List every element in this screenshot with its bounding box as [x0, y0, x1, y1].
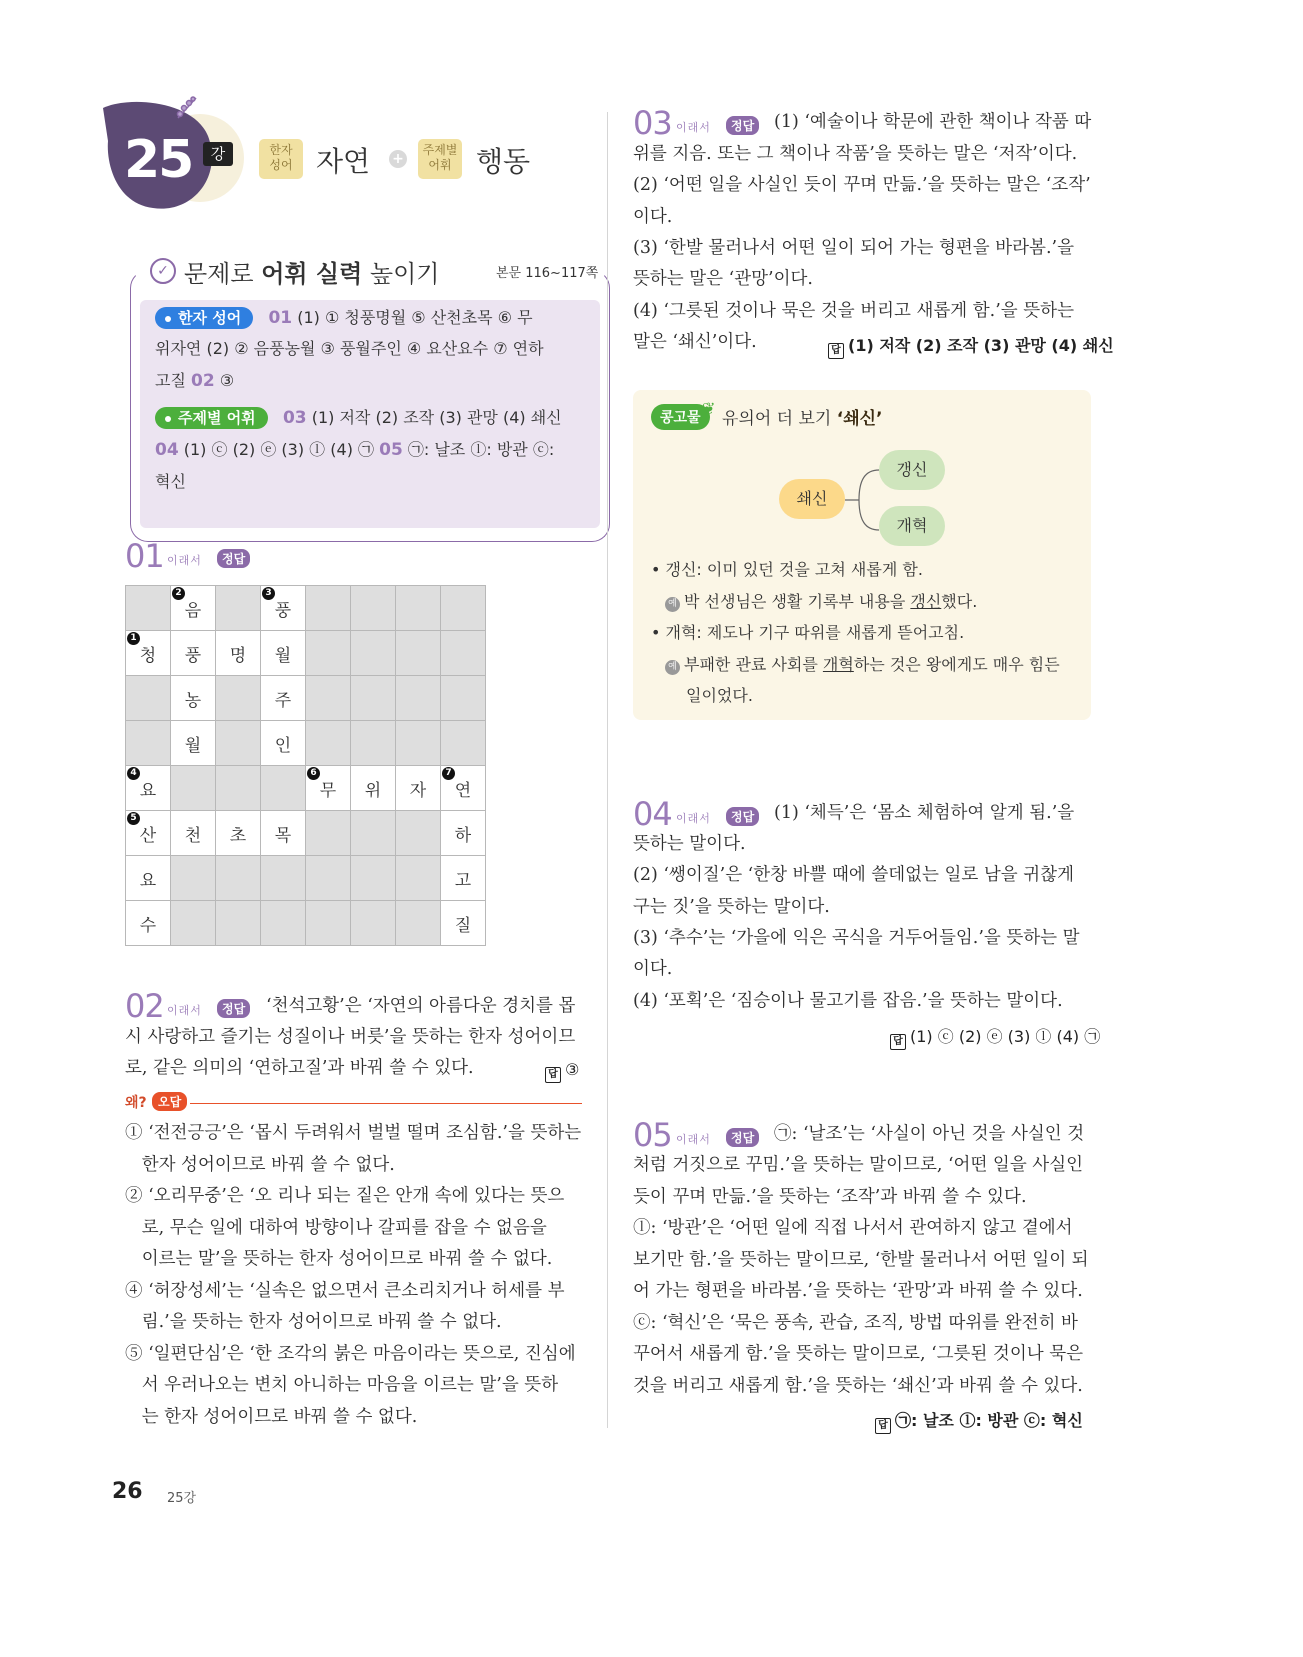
text-line: (4) ‘그릇된 것이나 묵은 것을 버리고 새롭게 함.’을 뜻하는 — [633, 300, 1074, 321]
crossword-cell-empty — [126, 721, 171, 766]
crossword-letter: 풍 — [274, 600, 292, 621]
crossword-cell-empty — [351, 586, 396, 631]
q05-number: 05 — [633, 1116, 672, 1154]
category-tag-topic: 주제별 어휘 — [418, 139, 462, 179]
crossword-cell-empty — [126, 676, 171, 721]
crossword-cell-empty — [396, 901, 441, 946]
text-line: 보기만 함.’을 뜻하는 말이므로, ‘한발 물러나서 어떤 일이 되 — [633, 1249, 1089, 1270]
summary-title: 문제로 어휘 실력 높이기 — [184, 254, 445, 289]
crossword-cell-empty — [216, 721, 261, 766]
answer-icon: 답 — [890, 1034, 906, 1050]
crossword-cell-empty — [441, 586, 486, 631]
crossword-cell-filled — [126, 856, 171, 901]
crossword-letter: 위 — [364, 780, 382, 801]
crossword-cell-filled — [171, 811, 216, 856]
crossword-cell-empty — [306, 586, 351, 631]
crossword-cell-filled — [306, 766, 351, 811]
synonym-example-2: 예 부패한 관료 사회를 개혁하는 것은 왕에게도 매우 힘든 — [665, 655, 1060, 675]
q02-answer-tag: 정답 — [217, 999, 250, 1018]
crossword-grid — [125, 585, 486, 946]
crossword-cell-filled — [126, 811, 171, 856]
answer-icon: 답 — [875, 1418, 891, 1434]
crossword-letter: 주 — [274, 690, 292, 711]
crossword-cell-filled — [441, 901, 486, 946]
crossword-cell-empty — [261, 856, 306, 901]
summary-line-2: 위자연 (2) ② 음풍농월 ③ 풍월주인 ④ 요산요수 ⑦ 연하 — [155, 339, 544, 358]
text-line: (3) ‘한발 물러나서 어떤 일이 되어 가는 형편을 바라봄.’을 — [633, 237, 1074, 258]
crossword-cell-filled — [261, 676, 306, 721]
crossword-cell-empty — [351, 856, 396, 901]
crossword-cell-empty — [306, 721, 351, 766]
text-line: 뜻하는 말은 ‘관망’이다. — [633, 269, 813, 290]
why-divider — [190, 1103, 582, 1104]
crossword-cell-filled — [171, 676, 216, 721]
leaf-icon: ❦ — [702, 399, 716, 418]
crossword-cell-empty — [396, 856, 441, 901]
q04-author: 이래서 — [676, 812, 711, 825]
crossword-cell-empty — [216, 766, 261, 811]
answer-icon: 답 — [545, 1067, 561, 1083]
text-line: 림.’을 뜻하는 한자 성어이므로 바꿔 쓸 수 없다. — [125, 1312, 502, 1332]
crossword-letter: 산 — [139, 825, 157, 846]
crossword-cell-filled — [261, 721, 306, 766]
lesson-number: 25 — [124, 130, 193, 190]
text-line: 이르는 말’을 뜻하는 한자 성어이므로 바꿔 쓸 수 없다. — [125, 1249, 553, 1269]
crossword-cell-filled — [261, 811, 306, 856]
q02-line-3: 로, 같은 의미의 ‘연하고질’과 바꿔 쓸 수 있다. — [125, 1058, 474, 1078]
synonym-def-2: • 개혁: 제도나 기구 따위를 새롭게 뜯어고침. — [651, 623, 965, 642]
crossword-cell-filled — [126, 631, 171, 676]
text-line: ⓒ: ‘혁신’은 ‘묵은 풍속, 관습, 조직, 방법 따위를 완전히 바 — [633, 1312, 1078, 1333]
crossword-cell-empty — [216, 856, 261, 901]
q02-answer: 답 ③ — [545, 1060, 579, 1083]
crossword-cell-empty — [171, 766, 216, 811]
clue-number: 5 — [127, 812, 140, 825]
category-word-nature: 자연 — [316, 145, 371, 178]
text-line: (2) ‘어떤 일을 사실인 듯이 꾸며 만듦.’을 뜻하는 말은 ‘조작’ — [633, 175, 1091, 196]
plus-icon: + — [389, 150, 407, 168]
crossword-cell-filled — [261, 586, 306, 631]
text-line: 꾸어서 새롭게 함.’을 뜻하는 말이므로, ‘그릇된 것이나 묵은 — [633, 1344, 1084, 1364]
text-line: 말은 ‘쇄신’이다. — [633, 331, 757, 352]
crossword-cell-filled — [441, 811, 486, 856]
text-line: 는 한자 성어이므로 바꿔 쓸 수 없다. — [125, 1406, 418, 1427]
text-line: ① ‘전전긍긍’은 ‘몹시 두려워서 벌벌 떨며 조심함.’을 뜻하는 — [125, 1123, 582, 1143]
crossword-cell-filled — [441, 766, 486, 811]
crossword-cell-empty — [306, 811, 351, 856]
text-line: (2) ‘쌩이질’은 ‘한창 바쁠 때에 쓸데없는 일로 남을 귀찮게 — [633, 865, 1074, 886]
clue-number: 7 — [442, 767, 455, 780]
text-line: ⓛ: ‘방관’은 ‘어떤 일에 직접 나서서 관여하지 않고 곁에서 — [633, 1218, 1073, 1238]
q02-line-2: 시 사랑하고 즐기는 성질이나 버릇’을 뜻하는 한자 성어이므 — [125, 1027, 576, 1047]
pill-hanja: 한자 성어 — [155, 307, 253, 329]
synonym-def-1: • 갱신: 이미 있던 것을 고쳐 새롭게 함. — [651, 560, 923, 579]
crossword-letter: 천 — [184, 825, 202, 846]
text-line: 듯이 꾸며 만듦.’을 뜻하는 ‘조작’과 바꿔 쓸 수 있다. — [633, 1186, 1027, 1207]
text-line: 이다. — [633, 206, 673, 227]
q04-number: 04 — [633, 795, 672, 833]
crossword-row — [126, 856, 486, 901]
clue-number: 4 — [127, 767, 140, 780]
q03-first-line: (1) ‘예술이나 학문에 관한 책이나 작품 따 — [774, 112, 1092, 132]
crossword-cell-filled — [171, 586, 216, 631]
crossword-cell-empty — [171, 856, 216, 901]
crossword-cell-empty — [351, 721, 396, 766]
crossword-cell-empty — [126, 586, 171, 631]
summary-line-6: 혁신 — [155, 472, 186, 491]
why-label: 왜? — [125, 1095, 147, 1111]
crossword-cell-empty — [396, 631, 441, 676]
crossword-cell-filled — [126, 766, 171, 811]
crossword-cell-empty — [351, 811, 396, 856]
crossword-cell-empty — [351, 631, 396, 676]
crossword-row — [126, 631, 486, 676]
text-line: ④ ‘허장성세’는 ‘실속은 없으면서 큰소리치거나 허세를 부 — [125, 1280, 565, 1301]
q03-author: 이래서 — [676, 121, 711, 134]
q02-number: 02 — [125, 987, 164, 1025]
text-line: (4) ‘포획’은 ‘짐승이나 물고기를 잡음.’을 뜻하는 말이다. — [633, 990, 1063, 1011]
text-line: 서 우러나오는 변치 아니하는 마음을 이르는 말’을 뜻하 — [125, 1375, 559, 1395]
text-line: ⑤ ‘일편단심’은 ‘한 조각의 붉은 마음이라는 뜻으로, 진심에 — [125, 1343, 576, 1364]
crossword-letter: 질 — [454, 915, 472, 936]
synonym-example-2-cont: 일이었다. — [686, 686, 753, 705]
clue-number: 3 — [262, 587, 275, 600]
synonym-badge: 콩고물 — [651, 404, 710, 430]
crossword-letter: 목 — [274, 825, 292, 846]
crossword-letter: 월 — [274, 645, 292, 666]
synonym-branch-reform: 개혁 — [879, 506, 945, 546]
text-line: 것을 버리고 새롭게 함.’을 뜻하는 ‘쇄신’과 바꿔 쓸 수 있다. — [633, 1375, 1083, 1396]
crossword-letter: 자 — [409, 780, 427, 801]
summary-line-5: 04 (1) ⓒ (2) ⓔ (3) ⓛ (4) ㉠ 05 ㉠: 날조 ⓛ: 방관 ⓒ: — [155, 440, 555, 460]
page-lesson-label: 25강 — [167, 1491, 197, 1506]
q03-answer: 답 (1) 저작 (2) 조작 (3) 관망 (4) 쇄신 — [828, 333, 1114, 359]
category-tag-hanja: 한자 성어 — [259, 139, 303, 179]
crossword-cell-empty — [171, 901, 216, 946]
q05-author: 이래서 — [676, 1133, 711, 1146]
crossword-cell-filled — [261, 631, 306, 676]
crossword-cell-empty — [216, 586, 261, 631]
column-divider — [607, 112, 608, 1428]
page-number: 26 — [112, 1479, 143, 1504]
q01-answer-tag: 정답 — [217, 549, 250, 568]
crossword-cell-filled — [171, 721, 216, 766]
crossword-cell-empty — [261, 766, 306, 811]
text-line: ② ‘오리무중’은 ‘오 리나 되는 짙은 안개 속에 있다는 뜻으 — [125, 1186, 565, 1206]
synonym-example-1: 예 박 선생님은 생활 기록부 내용을 갱신했다. — [665, 592, 977, 612]
text-line: 뜻하는 말이다. — [633, 834, 746, 854]
crossword-letter: 청 — [139, 645, 157, 666]
clue-number: 2 — [172, 587, 185, 600]
crossword-cell-empty — [351, 676, 396, 721]
q01-author: 이래서 — [167, 554, 202, 567]
crossword-row — [126, 901, 486, 946]
crossword-row — [126, 811, 486, 856]
crossword-cell-empty — [306, 901, 351, 946]
text-line: 한자 성어이므로 바꿔 쓸 수 없다. — [125, 1154, 395, 1175]
q05-first-line: ㉠: ‘날조’는 ‘사실이 아닌 것을 사실인 것 — [774, 1124, 1085, 1144]
crossword-letter: 요 — [139, 870, 157, 891]
q03-answer-tag: 정답 — [726, 116, 759, 135]
crossword-letter: 요 — [139, 780, 157, 801]
crossword-letter: 무 — [319, 780, 337, 801]
crossword-cell-empty — [396, 721, 441, 766]
wrong-answer-tag: 오답 — [152, 1092, 187, 1111]
crossword-cell-filled — [216, 631, 261, 676]
crossword-cell-filled — [126, 901, 171, 946]
synonym-branch-renewal: 갱신 — [879, 450, 945, 490]
synonym-center: 쇄신 — [779, 479, 845, 519]
crossword-cell-empty — [306, 856, 351, 901]
crossword-cell-empty — [396, 676, 441, 721]
crossword-cell-filled — [171, 631, 216, 676]
crossword-cell-filled — [216, 811, 261, 856]
crossword-letter: 농 — [184, 690, 202, 711]
q05-answer-tag: 정답 — [726, 1128, 759, 1147]
text-line: 위를 지음. 또는 그 책이나 작품’을 뜻하는 말은 ‘저작’이다. — [633, 144, 1078, 164]
answer-icon: 답 — [828, 343, 844, 359]
crossword-cell-empty — [441, 631, 486, 676]
crossword-letter: 초 — [229, 825, 247, 846]
q04-answer-tag: 정답 — [726, 807, 759, 826]
pill-topic: 주제별 어휘 — [155, 407, 268, 429]
q03-number: 03 — [633, 104, 672, 142]
text-line: 로, 무슨 일에 대하여 방향이나 갈피를 잡을 수 없음을 — [125, 1217, 547, 1238]
q02-author: 이래서 — [167, 1004, 202, 1017]
category-word-action: 행동 — [476, 145, 531, 178]
crossword-cell-empty — [216, 676, 261, 721]
clue-number: 6 — [307, 767, 320, 780]
q04-first-line: (1) ‘체득’은 ‘몸소 체험하여 알게 됨.’을 — [774, 803, 1075, 823]
example-icon: 예 — [665, 660, 680, 675]
summary-line-1: 한자 성어 01 (1) ① 청풍명월 ⑤ 산천초목 ⑥ 무 — [155, 307, 585, 329]
crossword-letter: 음 — [184, 600, 202, 621]
crossword-cell-filled — [396, 766, 441, 811]
text-line: (3) ‘추수’는 ‘가을에 익은 곡식을 거두어들임.’을 뜻하는 말 — [633, 927, 1080, 948]
text-line: 구는 짓’을 뜻하는 말이다. — [633, 896, 830, 917]
crossword-cell-empty — [441, 676, 486, 721]
crossword-letter: 수 — [139, 915, 157, 936]
crossword-cell-empty — [306, 631, 351, 676]
clue-number: 1 — [127, 632, 140, 645]
text-line: 이다. — [633, 959, 673, 980]
summary-line-4: 주제별 어휘 03 (1) 저작 (2) 조작 (3) 관망 (4) 쇄신 — [155, 407, 585, 429]
summary-line-3: 고질 02 ③ — [155, 371, 235, 391]
crossword-cell-empty — [351, 901, 396, 946]
crossword-letter: 풍 — [184, 645, 202, 666]
crossword-letter: 월 — [184, 735, 202, 756]
crossword-cell-empty — [441, 721, 486, 766]
crossword-cell-empty — [396, 811, 441, 856]
summary-page-ref: 본문 116~117쪽 — [490, 262, 604, 281]
q01-number: 01 — [125, 537, 164, 575]
crossword-letter: 연 — [454, 780, 472, 801]
synonym-title: 유의어 더 보기 ‘쇄신’ — [722, 409, 883, 429]
example-icon: 예 — [665, 597, 680, 612]
q05-answer: 답 ㉠: 날조 ⓛ: 방관 ⓒ: 혁신 — [875, 1408, 1083, 1434]
crossword-letter: 하 — [454, 825, 472, 846]
crossword-letter: 인 — [274, 735, 292, 756]
crossword-cell-empty — [396, 586, 441, 631]
summary-title-row — [150, 252, 615, 292]
crossword-letter: 고 — [454, 870, 472, 891]
crossword-cell-filled — [351, 766, 396, 811]
crossword-cell-filled — [441, 856, 486, 901]
text-line: 처럼 거짓으로 꾸밈.’을 뜻하는 말이므로, ‘어떤 일을 사실인 — [633, 1155, 1084, 1175]
crossword-row — [126, 721, 486, 766]
crossword-row — [126, 766, 486, 811]
q02-line-1: ‘천석고황’은 ‘자연의 아름다운 경치를 몹 — [266, 996, 576, 1016]
crossword-cell-empty — [216, 901, 261, 946]
text-line: 어 가는 형편을 바라봄.’을 뜻하는 ‘관망’과 바꿔 쓸 수 있다. — [633, 1281, 1083, 1301]
crossword-cell-empty — [306, 676, 351, 721]
q04-answer: 답 (1) ⓒ (2) ⓔ (3) ⓛ (4) ㉠ — [890, 1024, 1100, 1050]
lesson-unit: 강 — [203, 142, 233, 166]
crossword-cell-empty — [261, 901, 306, 946]
crossword-letter: 명 — [229, 645, 247, 666]
summary-icon: ✓ — [150, 258, 176, 284]
crossword-row — [126, 676, 486, 721]
crossword-row — [126, 586, 486, 631]
